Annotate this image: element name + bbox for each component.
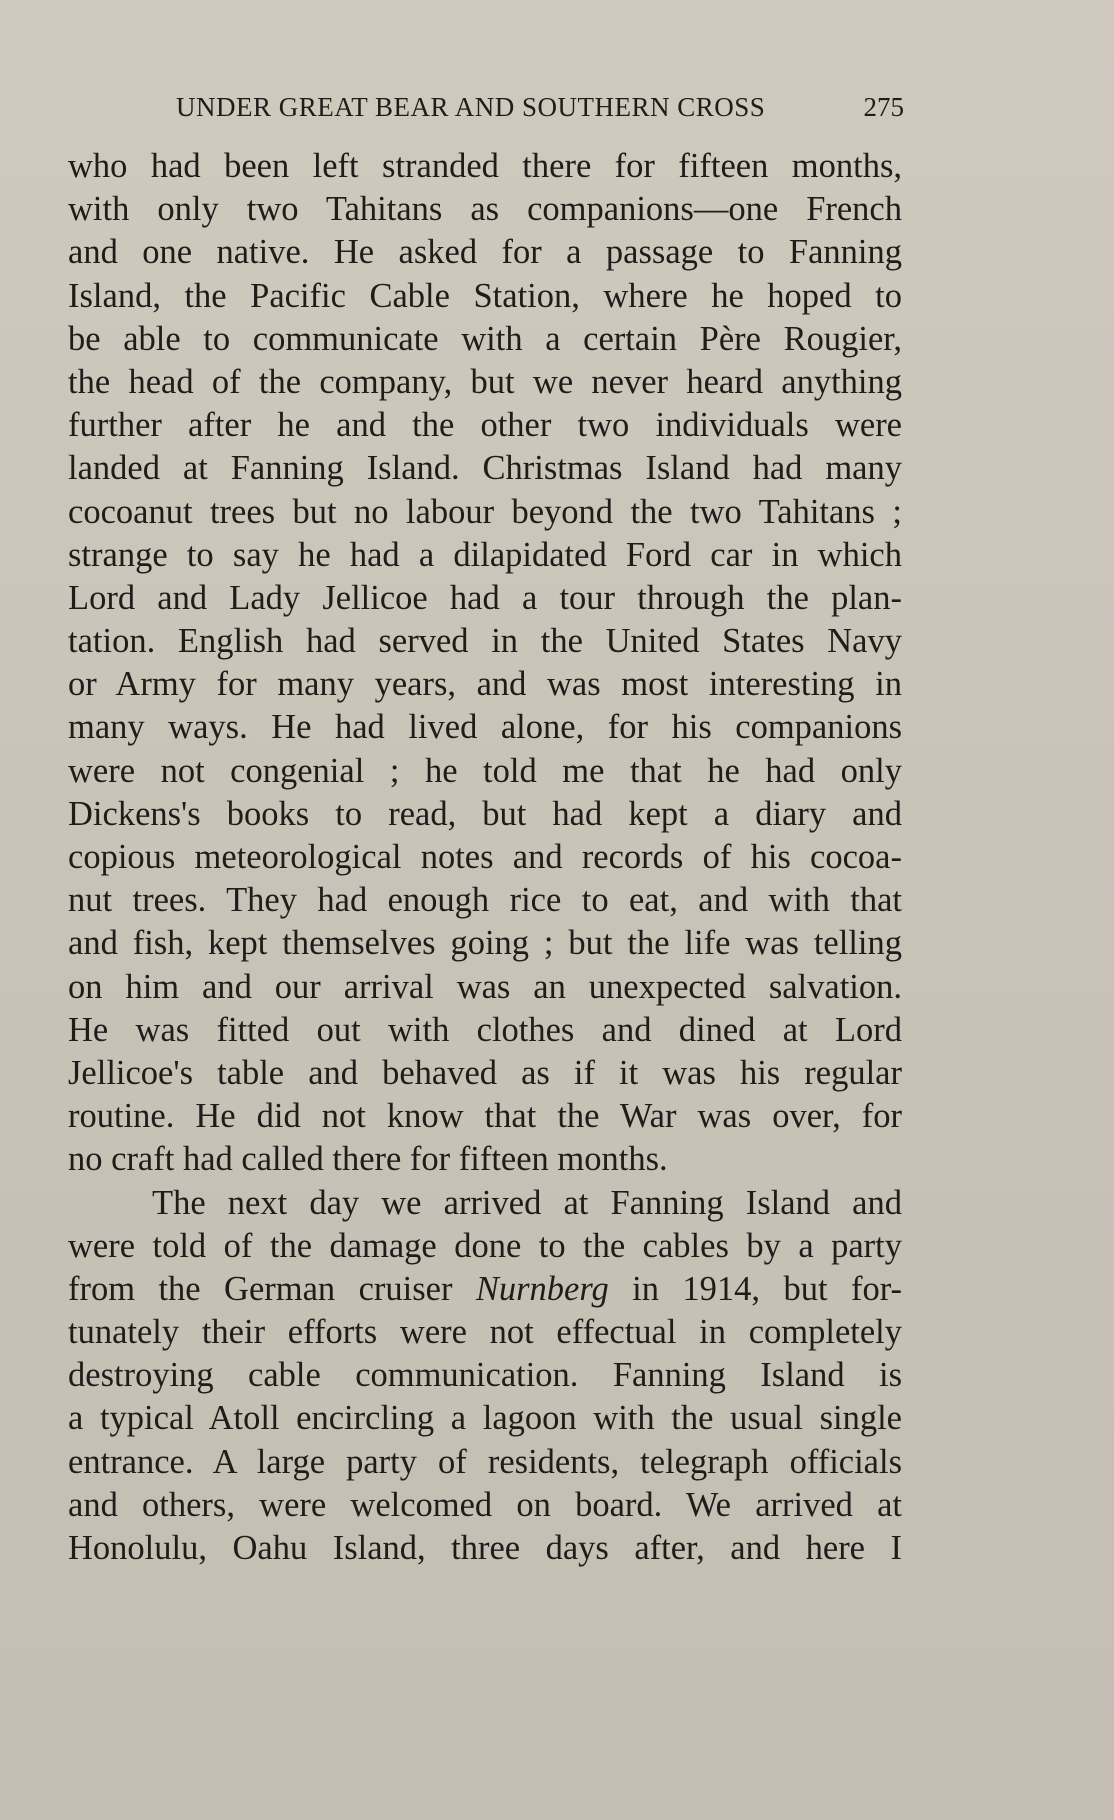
- ship-name-italic: Nurnberg: [475, 1269, 609, 1308]
- text-line: a typical Atoll encircling a lagoon with the usual single: [68, 1399, 902, 1438]
- text-line: further after he and the other two individuals were: [68, 406, 902, 445]
- text-line: cocoanut trees but no labour beyond the two Tahitans ;: [68, 492, 902, 531]
- text-line: tunately their efforts were not effectual in completely: [68, 1313, 902, 1352]
- text-line: and fish, kept themselves going ; but the life was telling: [68, 924, 902, 963]
- text-line: Honolulu, Oahu Island, three days after, and here I: [68, 1529, 902, 1567]
- text-line: and others, were welcomed on board. We arrived at: [68, 1485, 902, 1524]
- text-line: nut trees. They had enough rice to eat, and with that: [68, 881, 902, 920]
- text-line: Lord and Lady Jellicoe had a tour through the plan-: [68, 578, 902, 617]
- text-line: Jellicoe's table and behaved as if it was his regular: [68, 1053, 902, 1092]
- text-line: and one native. He asked for a passage to Fanning: [68, 233, 902, 272]
- text-line: on him and our arrival was an unexpected salvation.: [68, 967, 902, 1006]
- text-line: entrance. A large party of residents, telegraph officials: [68, 1442, 902, 1481]
- running-head: [176, 92, 904, 132]
- text-line: tation. English had served in the United States Navy: [68, 622, 902, 661]
- text-line: Dickens's books to read, but had kept a diary and: [68, 794, 902, 833]
- text-run: in 1914, but for-: [608, 1269, 902, 1308]
- text-line: destroying cable communication. Fanning Island is: [68, 1356, 902, 1395]
- text-line: many ways. He had lived alone, for his companions: [68, 708, 902, 747]
- text-line: strange to say he had a dilapidated Ford car in which: [68, 535, 902, 574]
- text-line: with only two Tahitans as companions—one French: [68, 190, 902, 229]
- text-line: were not congenial ; he told me that he had only: [68, 751, 902, 790]
- text-line: were told of the damage done to the cables by a party: [68, 1226, 902, 1265]
- text-line-with-ship-name: [68, 1268, 902, 1311]
- text-line: be able to communicate with a certain Père Rougier,: [68, 319, 902, 358]
- text-line: copious meteorological notes and records of his cocoa-: [68, 838, 902, 876]
- paragraph-start-line: The next day we arrived at Fanning Island and: [152, 1183, 902, 1222]
- body-text: [68, 145, 902, 1570]
- text-line: landed at Fanning Island. Christmas Island had many: [68, 449, 902, 488]
- page-number: 275: [863, 92, 904, 122]
- text-line: routine. He did not know that the War was over, for: [68, 1097, 902, 1136]
- text-line: who had been left stranded there for fifteen months,: [68, 147, 902, 185]
- text-line: or Army for many years, and was most interesting in: [68, 665, 902, 704]
- text-line: the head of the company, but we never heard anything: [68, 362, 902, 401]
- text-line: Island, the Pacific Cable Station, where he hoped to: [68, 276, 902, 315]
- text-line: He was fitted out with clothes and dined at Lord: [68, 1010, 902, 1049]
- running-title: UNDER GREAT BEAR AND SOUTHERN CROSS: [176, 92, 766, 122]
- text-run: from the German cruiser: [68, 1269, 476, 1308]
- paragraph-end-line: no craft had called there for fifteen months.: [68, 1140, 668, 1179]
